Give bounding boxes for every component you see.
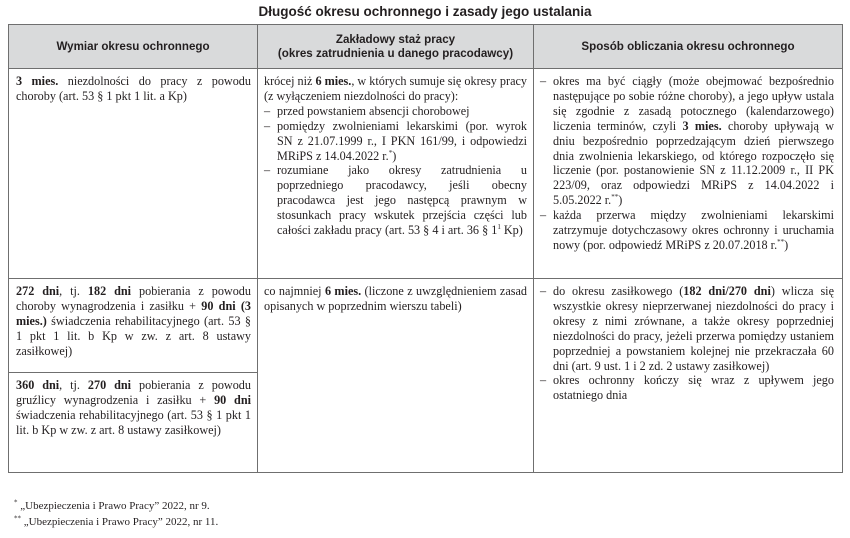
row1-seniority: [258, 69, 534, 279]
header-col2-line1: Zakładowy staż pracy: [335, 32, 456, 46]
protection-period-table: [8, 24, 843, 473]
row2-calculation-list: [540, 284, 834, 403]
list-item: – pomiędzy zwolnieniami lekarskimi (por. wyrok SN z 21.07.1999 r., I PKN 161/99, i odpowiedzi MRiPS z 14.04.2022 r.*): [264, 119, 527, 164]
row1-calculation: [534, 69, 843, 279]
header-col1: Wymiar okresu ochronnego: [9, 25, 258, 69]
header-col3: Sposób obliczania okresu ochronnego: [534, 25, 843, 69]
list-item: – do okresu zasiłkowego (182 dni/270 dni) wlicza się wszystkie okresy nieprzerwanej niezdolności do pracy i okresy z nimi zrównane, a także okresy poprzedniej niezdolności do pracy, jeżeli przerwa pomiędzy ustaniem poprzedniej a powstaniem kolejnej nie przekraczała 60 dni (art. 9 ust. 1 i 2 zd. 2 ustawy zasiłkowej): [540, 284, 834, 373]
footnote-2: ** „Ubezpieczenia i Prawo Pracy” 2022, nr 11.: [14, 514, 219, 528]
row1-seniority-list: [264, 104, 527, 238]
row2-period: 272 dni, tj. 182 dni pobierania z powodu choroby wynagrodzenia i zasiłku + 90 dni (3 mies.) świadczenia rehabilitacyjnego (art. 53 § 1 pkt 1 lit. b Kp w zw. z art. 8 ustawy zasiłkowej): [9, 279, 258, 373]
header-col2-line2: (okres zatrudnienia u danego pracodawcy): [277, 46, 514, 60]
header-col2: [258, 25, 534, 69]
footnote-1: * „Ubezpieczenia i Prawo Pracy” 2022, nr 9.: [14, 498, 210, 512]
row1-seniority-intro: krócej niż 6 mies., w których sumuje się okresy pracy (z wyłączeniem niezdolności do pracy):: [264, 74, 527, 103]
row3-period: 360 dni, tj. 270 dni pobierania z powodu gruźlicy wynagrodzenia i zasiłku + 90 dni świadczenia rehabilitacyjnego (art. 53 § 1 pkt 1 lit. b Kp w zw. z art. 8 ustawy zasiłkowej): [9, 373, 258, 473]
header-row: [9, 25, 843, 69]
list-item: – każda przerwa między zwolnieniami lekarskimi zatrzymuje dotychczasowy okres ochronny i uruchamia nowy (por. odpowiedź MRiPS z 20.07.2018 r.**): [540, 208, 834, 253]
table-row: [9, 279, 843, 373]
list-item: – rozumiane jako okresy zatrudnienia u poprzedniego pracodawcy, jeśli obecny pracodawca jest jego następcą prawnym w stosunkach pracy wskutek przejścia części lub całości zakładu pracy (art. 53 § 4 i art. 36 § $1^1$ Kp): [264, 163, 527, 238]
table-title: Długość okresu ochronnego i zasady jego ustalania: [258, 4, 592, 19]
list-item: – okres ochronny kończy się wraz z upływem jego ostatniego dnia: [540, 373, 834, 403]
row1-period: 3 mies. niezdolności do pracy z powodu choroby (art. 53 § 1 pkt 1 lit. a Kp): [9, 69, 258, 279]
list-item: – przed powstaniem absencji chorobowej: [264, 104, 527, 119]
row2-calculation: [534, 279, 843, 473]
list-item: – okres ma być ciągły (może obejmować bezpośrednio następujące po sobie różne choroby), a jego upływ ustala się zgodnie z zasadą potocznego (kalendarzowego) liczenia terminów, czyli 3 mies. choroby upływają w dniu bezpośrednio poprzedzającym dzień pierwszego dnia zwolnienia lekarskiego, od którego rozpoczęło się liczenie (por. postanowienie SN z 11.12.2009 r., II PK 223/09, oraz odpowiedzi MRiPS z 14.04.2022 i 5.05.2022 r.**): [540, 74, 834, 208]
row1-calculation-list: [540, 74, 834, 253]
row2-seniority: co najmniej 6 mies. (liczone z uwzględnieniem zasad opisanych w poprzednim wierszu tabeli): [258, 279, 534, 473]
table-row: [9, 69, 843, 279]
